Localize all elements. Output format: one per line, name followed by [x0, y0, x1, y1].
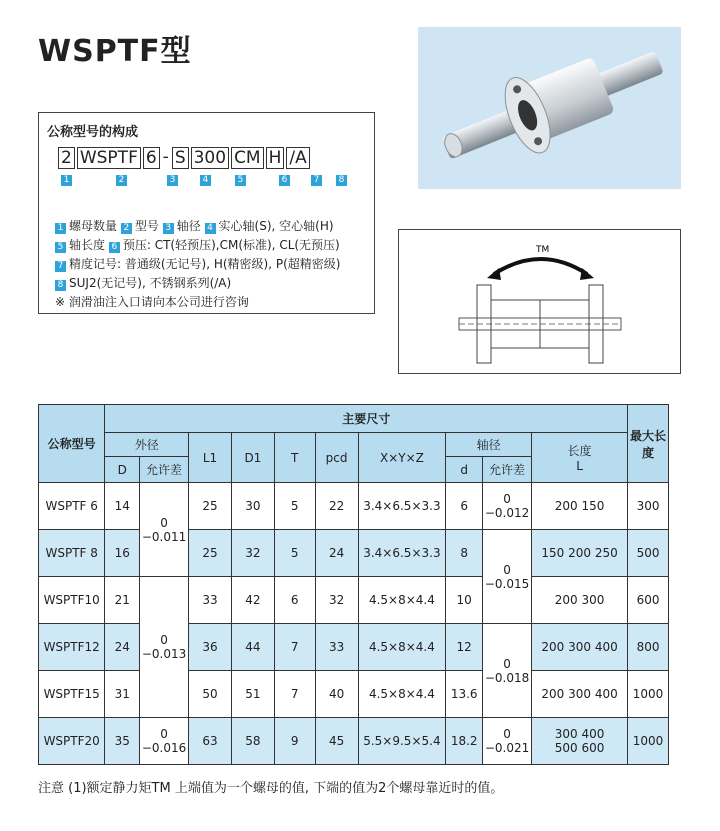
th-xyz: X×Y×Z — [358, 433, 446, 483]
code-cell: 6 — [143, 147, 160, 169]
cell-pcd: 32 — [315, 577, 358, 624]
th-model: 公称型号 — [39, 405, 105, 483]
cell-max: 500 — [628, 530, 669, 577]
cell-T: 7 — [274, 624, 315, 671]
cell-pcd: 22 — [315, 483, 358, 530]
cell-length: 200 300 — [532, 577, 628, 624]
code-cell: 300 — [191, 147, 229, 169]
cell-d-tol: 0 −0.021 — [483, 718, 532, 765]
cell-d: 18.2 — [446, 718, 483, 765]
cell-L1: 36 — [189, 624, 232, 671]
cell-xyz: 3.4×6.5×3.3 — [358, 530, 446, 577]
legend-line — [55, 217, 340, 236]
code-cell: 2 — [58, 147, 75, 169]
cell-d-tol: 0 −0.012 — [483, 483, 532, 530]
legend-text: 实心轴(S), 空心轴(H) — [218, 219, 334, 233]
cell-D: 35 — [105, 718, 140, 765]
code-separator: - — [162, 147, 169, 167]
cell-length: 200 300 400 — [532, 671, 628, 718]
table-row — [39, 718, 669, 765]
legend-badge: 7 — [55, 261, 66, 272]
cell-D1: 44 — [231, 624, 274, 671]
code-cell: /A — [286, 147, 309, 169]
cell-model: WSPTF15 — [39, 671, 105, 718]
legend-text: 螺母数量 — [69, 219, 118, 233]
model-configuration-box — [38, 112, 375, 314]
cell-model: WSPTF 8 — [39, 530, 105, 577]
cell-T: 5 — [274, 483, 315, 530]
cell-length: 300 400 500 600 — [532, 718, 628, 765]
cell-model: WSPTF12 — [39, 624, 105, 671]
th-shaft-dia: 轴径 — [446, 433, 532, 457]
cell-D1: 58 — [231, 718, 274, 765]
cell-d: 12 — [446, 624, 483, 671]
th-D-tol: 允许差 — [140, 457, 189, 483]
number-badge: 1 — [61, 175, 72, 186]
legend-text: 型号 — [134, 219, 159, 233]
code-cell: CM — [231, 147, 264, 169]
th-pcd: pcd — [315, 433, 358, 483]
cell-pcd: 45 — [315, 718, 358, 765]
table-row — [39, 624, 669, 671]
th-length-l: L — [576, 459, 583, 473]
torque-diagram — [398, 229, 681, 374]
legend-badge: 5 — [55, 242, 66, 253]
cell-d: 6 — [446, 483, 483, 530]
table-row — [39, 671, 669, 718]
cell-length: 200 300 400 — [532, 624, 628, 671]
legend-text: 轴长度 — [69, 238, 106, 252]
th-D: D — [105, 457, 140, 483]
cell-L1: 50 — [189, 671, 232, 718]
legend-text: 轴径 — [176, 219, 201, 233]
legend-badge: 6 — [109, 242, 120, 253]
nut-section-drawing — [399, 230, 682, 375]
legend-line — [55, 255, 340, 274]
cell-d: 8 — [446, 530, 483, 577]
th-length — [532, 433, 628, 483]
cell-D1: 42 — [231, 577, 274, 624]
cell-max: 1000 — [628, 671, 669, 718]
cell-xyz: 5.5×9.5×5.4 — [358, 718, 446, 765]
number-badge: 5 — [235, 175, 246, 186]
cell-xyz: 4.5×8×4.4 — [358, 577, 446, 624]
cell-D: 31 — [105, 671, 140, 718]
config-heading: 公称型号的构成 — [47, 125, 139, 140]
cell-d-tol: 0 −0.018 — [483, 624, 532, 718]
cell-D: 14 — [105, 483, 140, 530]
cell-D: 24 — [105, 624, 140, 671]
cell-model: WSPTF 6 — [39, 483, 105, 530]
cell-d: 13.6 — [446, 671, 483, 718]
legend-badge: 4 — [205, 223, 216, 234]
cell-T: 5 — [274, 530, 315, 577]
cell-D-tol: 0 −0.011 — [140, 483, 189, 577]
th-l1: L1 — [189, 433, 232, 483]
lubrication-note: ※ 润滑油注入口请向本公司进行咨询 — [55, 295, 249, 309]
table-row — [39, 577, 669, 624]
cell-xyz: 4.5×8×4.4 — [358, 671, 446, 718]
legend-text: SUJ2(无记号), 不锈钢系列(/A) — [69, 276, 232, 290]
number-badge: 6 — [279, 175, 290, 186]
cell-xyz: 4.5×8×4.4 — [358, 624, 446, 671]
number-badge: 2 — [116, 175, 127, 186]
cell-L1: 63 — [189, 718, 232, 765]
legend-text: 精度记号: 普通级(无记号), H(精密级), P(超精密级) — [69, 257, 341, 271]
cell-L1: 33 — [189, 577, 232, 624]
code-number-markers — [39, 175, 374, 189]
number-badge: 7 — [311, 175, 322, 186]
cell-L1: 25 — [189, 483, 232, 530]
cell-D: 16 — [105, 530, 140, 577]
ball-spline-image — [418, 27, 681, 189]
th-t: T — [274, 433, 315, 483]
code-cell: S — [172, 147, 189, 169]
dimension-table — [38, 404, 669, 765]
page-title: WSPTF型 — [38, 34, 192, 69]
legend-badge: 8 — [55, 280, 66, 291]
th-d1: D1 — [231, 433, 274, 483]
th-length-title: 长度 — [567, 444, 592, 458]
cell-pcd: 33 — [315, 624, 358, 671]
product-photo — [418, 27, 681, 189]
legend-badge: 2 — [121, 223, 132, 234]
cell-max: 300 — [628, 483, 669, 530]
th-d-tol: 允许差 — [483, 457, 532, 483]
number-badge: 4 — [200, 175, 211, 186]
cell-D1: 30 — [231, 483, 274, 530]
model-code-cells — [58, 147, 310, 169]
cell-D1: 51 — [231, 671, 274, 718]
legend-text: 预压: CT(轻预压),CM(标准), CL(无预压) — [122, 238, 340, 252]
th-outer-dia: 外径 — [105, 433, 189, 457]
footnote: 注意 (1)额定静力矩TM 上端值为一个螺母的值, 下端的值为2个螺母靠近时的值。 — [38, 781, 504, 796]
th-main-dims: 主要尺寸 — [105, 405, 628, 433]
table-row — [39, 483, 669, 530]
cell-length: 150 200 250 — [532, 530, 628, 577]
number-badge: 8 — [336, 175, 347, 186]
cell-T: 6 — [274, 577, 315, 624]
cell-T: 9 — [274, 718, 315, 765]
cell-D-tol: 0 −0.013 — [140, 577, 189, 718]
cell-d: 10 — [446, 577, 483, 624]
cell-T: 7 — [274, 671, 315, 718]
config-legend — [55, 217, 340, 312]
code-cell: WSPTF — [77, 147, 141, 169]
th-d: d — [446, 457, 483, 483]
cell-model: WSPTF20 — [39, 718, 105, 765]
cell-d-tol: 0 −0.015 — [483, 530, 532, 624]
cell-model: WSPTF10 — [39, 577, 105, 624]
cell-D: 21 — [105, 577, 140, 624]
cell-L1: 25 — [189, 530, 232, 577]
th-max-length: 最大长度 — [628, 405, 669, 483]
cell-pcd: 24 — [315, 530, 358, 577]
cell-D1: 32 — [231, 530, 274, 577]
cell-D-tol: 0 −0.016 — [140, 718, 189, 765]
table-row — [39, 530, 669, 577]
cell-max: 1000 — [628, 718, 669, 765]
torque-label: TM — [536, 245, 550, 255]
legend-line — [55, 236, 340, 255]
cell-length: 200 150 — [532, 483, 628, 530]
code-cell: H — [266, 147, 285, 169]
cell-max: 600 — [628, 577, 669, 624]
legend-badge: 3 — [163, 223, 174, 234]
number-badge: 3 — [167, 175, 178, 186]
legend-line — [55, 274, 340, 293]
legend-badge: 1 — [55, 223, 66, 234]
cell-max: 800 — [628, 624, 669, 671]
cell-pcd: 40 — [315, 671, 358, 718]
cell-xyz: 3.4×6.5×3.3 — [358, 483, 446, 530]
